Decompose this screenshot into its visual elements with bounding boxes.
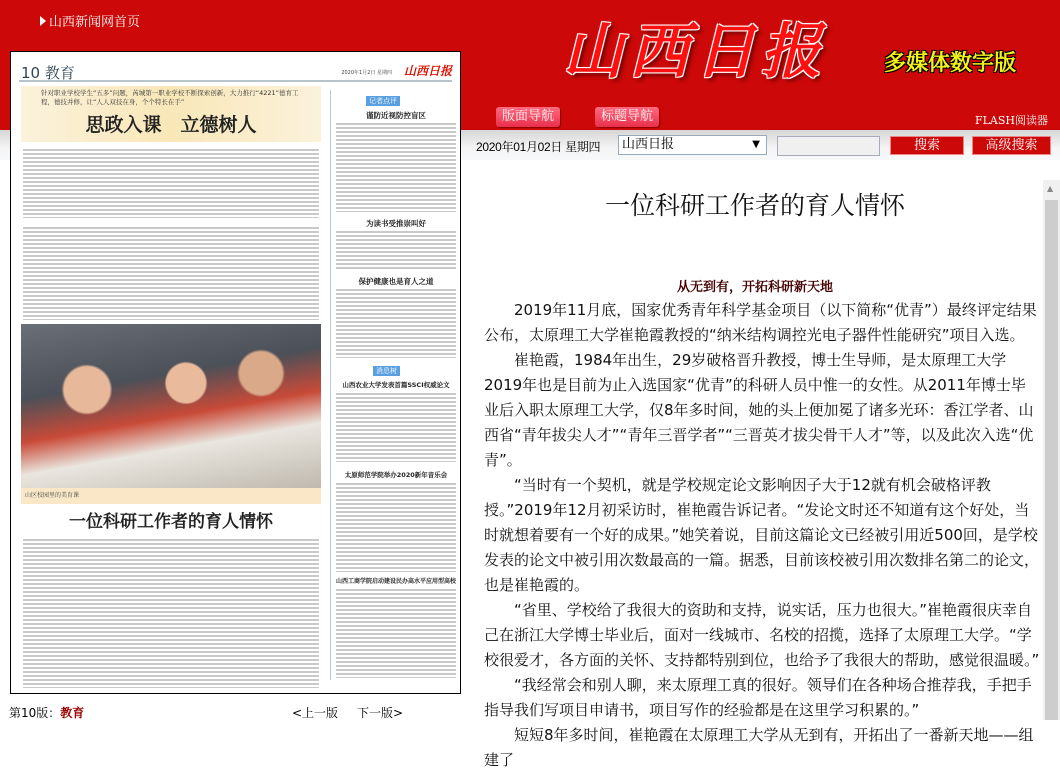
news-text bbox=[336, 392, 456, 462]
preview-logo: 山西日报 bbox=[403, 64, 452, 78]
paragraph: 短短8年多时间，崔艳霞在太原理工大学从无到有，开拓出了一番新天地——组建了 bbox=[484, 726, 1034, 769]
article-body bbox=[484, 298, 1040, 773]
news-text bbox=[336, 482, 456, 572]
paragraph: 2019年11月底，国家优秀青年科学基金项目（以下简称“优青”）最终评定结果公布，太原理工大学崔艳霞教授的“纳米结构调控光电子器件性能研究”项目入选。 bbox=[484, 301, 1037, 344]
news-tag: 消息树 bbox=[373, 366, 400, 376]
logo-subtitle: 多媒体数字版 bbox=[884, 51, 1017, 76]
home-link[interactable] bbox=[40, 11, 140, 30]
lead-article-link[interactable] bbox=[21, 86, 321, 142]
title-nav-button[interactable]: 标题导航 bbox=[595, 107, 659, 127]
preview-article-title[interactable]: 一位科研工作者的育人情怀 bbox=[69, 512, 273, 532]
news-title-1[interactable]: 山西农业大学发表首篇SSCI权威论文 bbox=[342, 381, 450, 389]
column-text bbox=[336, 288, 456, 358]
issue-date: 2020年01月02日 星期四 bbox=[476, 140, 601, 154]
page-nav-button[interactable]: 版面导航 bbox=[496, 107, 560, 127]
comment-text bbox=[336, 122, 456, 212]
arrow-right-icon bbox=[40, 16, 46, 26]
column-title-2[interactable]: 保护健康也是育人之道 bbox=[358, 277, 434, 286]
column-title-1[interactable]: 为读书受推崇叫好 bbox=[366, 219, 426, 228]
scroll-up-icon[interactable]: ▲ bbox=[1047, 184, 1054, 193]
paper-select[interactable] bbox=[618, 135, 767, 155]
column-divider bbox=[330, 90, 331, 680]
comment-title[interactable]: 谨防近视防控盲区 bbox=[366, 111, 426, 120]
lead-text bbox=[23, 226, 319, 320]
news-title-3[interactable]: 山西工商学院启动建设民办高水平应用型高校 bbox=[335, 578, 456, 585]
preview-date: 2020年1月2日 星期四 bbox=[341, 70, 392, 76]
scrollbar-thumb[interactable] bbox=[1045, 200, 1058, 720]
comment-tag: 记者点评 bbox=[366, 96, 400, 106]
site-logo: 山西日报 bbox=[563, 17, 827, 87]
preview-header bbox=[19, 60, 452, 82]
page-preview[interactable] bbox=[10, 51, 461, 694]
next-page-link[interactable]: 下一版> bbox=[357, 706, 404, 720]
article-title: 一位科研工作者的育人情怀 bbox=[604, 191, 905, 220]
flash-reader-link[interactable]: FLASH阅读器 bbox=[974, 114, 1048, 127]
page-label bbox=[9, 704, 84, 721]
lead-subtitle: 针对职业学校学生“五多”问题，芮城第一职业学校不断探索创新，大力推行“4221”德育工程，德技并修，让“人人双技在身，个个特长在手” bbox=[41, 89, 299, 106]
page-number: 第10版： bbox=[9, 706, 61, 720]
lead-text bbox=[23, 148, 319, 218]
paper-select-value: 山西日报 bbox=[622, 137, 675, 152]
column-text bbox=[336, 230, 456, 270]
preview-photo bbox=[21, 324, 321, 488]
paragraph: “省里、学校给了我很大的资助和支持，说实话，压力也很大。”崔艳霞很庆幸自己在浙江大学博士毕业后，面对一线城市、名校的招揽，选择了太原理工大学。“学校很爱才，各方面的关怀、支持都特别到位，也给予了我很大的帮助，感觉很温暖。” bbox=[484, 601, 1040, 669]
news-title-2[interactable]: 太原师范学院举办2020新年音乐会 bbox=[344, 471, 448, 479]
prev-page-link[interactable]: <上一版 bbox=[292, 706, 339, 720]
search-button[interactable]: 搜索 bbox=[890, 136, 964, 155]
preview-section: 10 教育 bbox=[21, 64, 75, 82]
paragraph: 崔艳霞，1984年出生，29岁破格晋升教授，博士生导师，是太原理工大学2019年也是目前为止入选国家“优青”的科研人员中惟一的女性。从2011年博士毕业后入职太原理工大学，仅8年多时间，她的头上便加冕了诸多光环：香江学者、山西省“青年拔尖人才”“青年三晋学者”“三晋英才拔尖骨干人才”等，以及此次入选“优青”。 bbox=[484, 351, 1034, 469]
home-link-label: 山西新闻网首页 bbox=[49, 15, 141, 30]
advanced-search-button[interactable]: 高级搜索 bbox=[972, 136, 1051, 155]
dropdown-arrow-icon: ▼ bbox=[752, 139, 760, 150]
paragraph: “当时有一个契机，就是学校规定论文影响因子大于12就有机会破格评教授。”2019年12月初采访时，崔艳霞告诉记者。“发论文时还不知道有这个好处，当时就想着要有一个好的成果。”她笑着说，目前这篇论文已经被引用近500回，是学校发表的论文中被引用次数最高的一篇。据悉，目前该校被引用次数排名第二的论文，也是崔艳霞的。 bbox=[484, 476, 1040, 594]
article-text bbox=[23, 538, 319, 688]
article-subtitle: 从无到有，开拓科研新天地 bbox=[676, 280, 833, 295]
search-input[interactable] bbox=[777, 136, 880, 156]
paragraph: “我经常会和别人聊，来太原理工真的很好。领导们在各种场合推荐我，手把手指导我们写项目申请书，项目写作的经验都是在这里学习积累的。” bbox=[484, 676, 1032, 719]
page-name-link[interactable]: 教育 bbox=[60, 706, 85, 720]
lead-title: 思政入课 立德树人 bbox=[85, 114, 257, 136]
photo-caption: 山区校园里的美育课 bbox=[21, 488, 321, 504]
news-text bbox=[336, 588, 456, 678]
